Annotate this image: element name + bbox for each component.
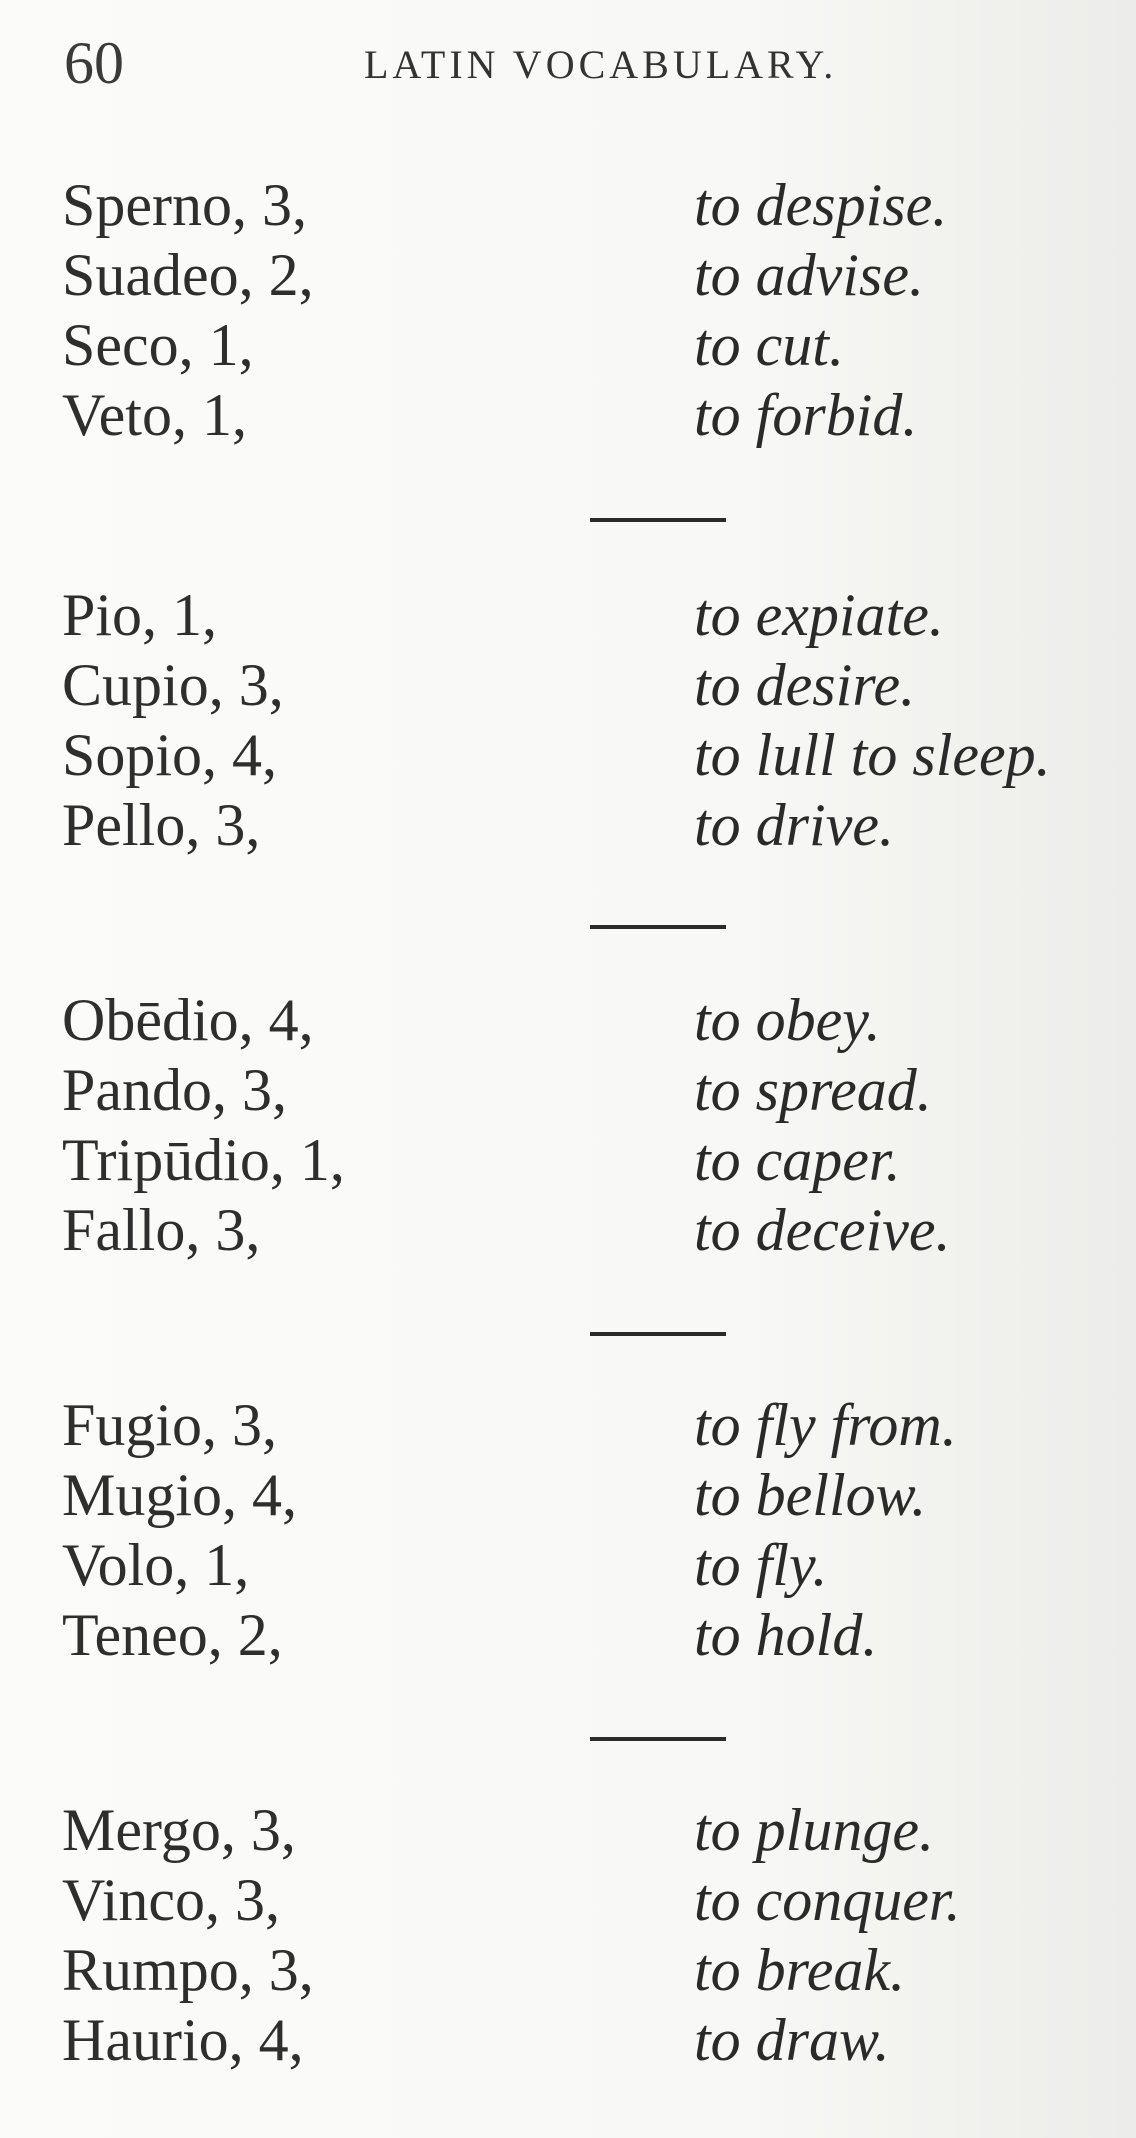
vocab-entry — [0, 1390, 1136, 1460]
latin-word: Seco, 1, — [62, 312, 254, 378]
english-meaning: to break. — [694, 1937, 906, 2003]
english-meaning: to hold. — [694, 1602, 878, 1668]
page-number: 60 — [64, 30, 124, 96]
latin-word: Suadeo, 2, — [62, 242, 314, 308]
vocab-entry — [0, 310, 1136, 380]
vocab-entry — [0, 1125, 1136, 1195]
vocab-group-4 — [0, 1390, 1136, 1670]
running-head: LATIN VOCABULARY. — [364, 42, 838, 87]
vocab-entry — [0, 240, 1136, 310]
latin-word: Volo, 1, — [62, 1532, 250, 1598]
latin-word: Rumpo, 3, — [62, 1937, 314, 2003]
group-divider-rule — [590, 925, 726, 929]
english-meaning: to conquer. — [694, 1867, 961, 1933]
vocab-entry — [0, 650, 1136, 720]
english-meaning: to plunge. — [694, 1797, 934, 1863]
vocab-entry — [0, 1460, 1136, 1530]
latin-word: Sopio, 4, — [62, 722, 278, 788]
latin-word: Obēdio, 4, — [62, 987, 314, 1053]
latin-word: Mergo, 3, — [62, 1797, 296, 1863]
group-divider-rule — [590, 1737, 726, 1741]
vocab-group-5 — [0, 1795, 1136, 2075]
vocab-entry — [0, 790, 1136, 860]
english-meaning: to obey. — [694, 987, 881, 1053]
english-meaning: to lull to sleep. — [694, 722, 1051, 788]
latin-word: Cupio, 3, — [62, 652, 284, 718]
english-meaning: to spread. — [694, 1057, 932, 1123]
group-divider-rule — [590, 518, 726, 522]
english-meaning: to expiate. — [694, 582, 944, 648]
latin-word: Fugio, 3, — [62, 1392, 278, 1458]
vocab-group-2 — [0, 580, 1136, 860]
group-divider-rule — [590, 1332, 726, 1336]
vocab-entry — [0, 1600, 1136, 1670]
latin-word: Pello, 3, — [62, 792, 261, 858]
english-meaning: to desire. — [694, 652, 916, 718]
latin-word: Haurio, 4, — [62, 2007, 304, 2073]
vocab-entry — [0, 2005, 1136, 2075]
english-meaning: to despise. — [694, 172, 948, 238]
english-meaning: to caper. — [694, 1127, 901, 1193]
english-meaning: to bellow. — [694, 1462, 927, 1528]
latin-word: Veto, 1, — [62, 382, 247, 448]
english-meaning: to drive. — [694, 792, 894, 858]
english-meaning: to fly. — [694, 1532, 828, 1598]
english-meaning: to advise. — [694, 242, 924, 308]
vocab-group-3 — [0, 985, 1136, 1265]
latin-word: Pio, 1, — [62, 582, 218, 648]
english-meaning: to forbid. — [694, 382, 918, 448]
english-meaning: to fly from. — [694, 1392, 957, 1458]
vocab-group-1 — [0, 170, 1136, 450]
english-meaning: to cut. — [694, 312, 844, 378]
vocab-entry — [0, 580, 1136, 650]
latin-word: Pando, 3, — [62, 1057, 287, 1123]
vocab-entry — [0, 985, 1136, 1055]
english-meaning: to deceive. — [694, 1197, 951, 1263]
latin-word: Tripūdio, 1, — [62, 1127, 345, 1193]
latin-word: Fallo, 3, — [62, 1197, 261, 1263]
page-header — [64, 28, 1064, 98]
vocab-entry — [0, 1865, 1136, 1935]
english-meaning: to draw. — [694, 2007, 890, 2073]
vocab-entry — [0, 1530, 1136, 1600]
vocab-entry — [0, 1195, 1136, 1265]
vocab-entry — [0, 1795, 1136, 1865]
vocab-entry — [0, 170, 1136, 240]
latin-word: Mugio, 4, — [62, 1462, 298, 1528]
latin-word: Sperno, 3, — [62, 172, 307, 238]
latin-word: Vinco, 3, — [62, 1867, 281, 1933]
vocab-entry — [0, 720, 1136, 790]
vocab-entry — [0, 1055, 1136, 1125]
latin-word: Teneo, 2, — [62, 1602, 283, 1668]
vocab-entry — [0, 380, 1136, 450]
vocab-entry — [0, 1935, 1136, 2005]
